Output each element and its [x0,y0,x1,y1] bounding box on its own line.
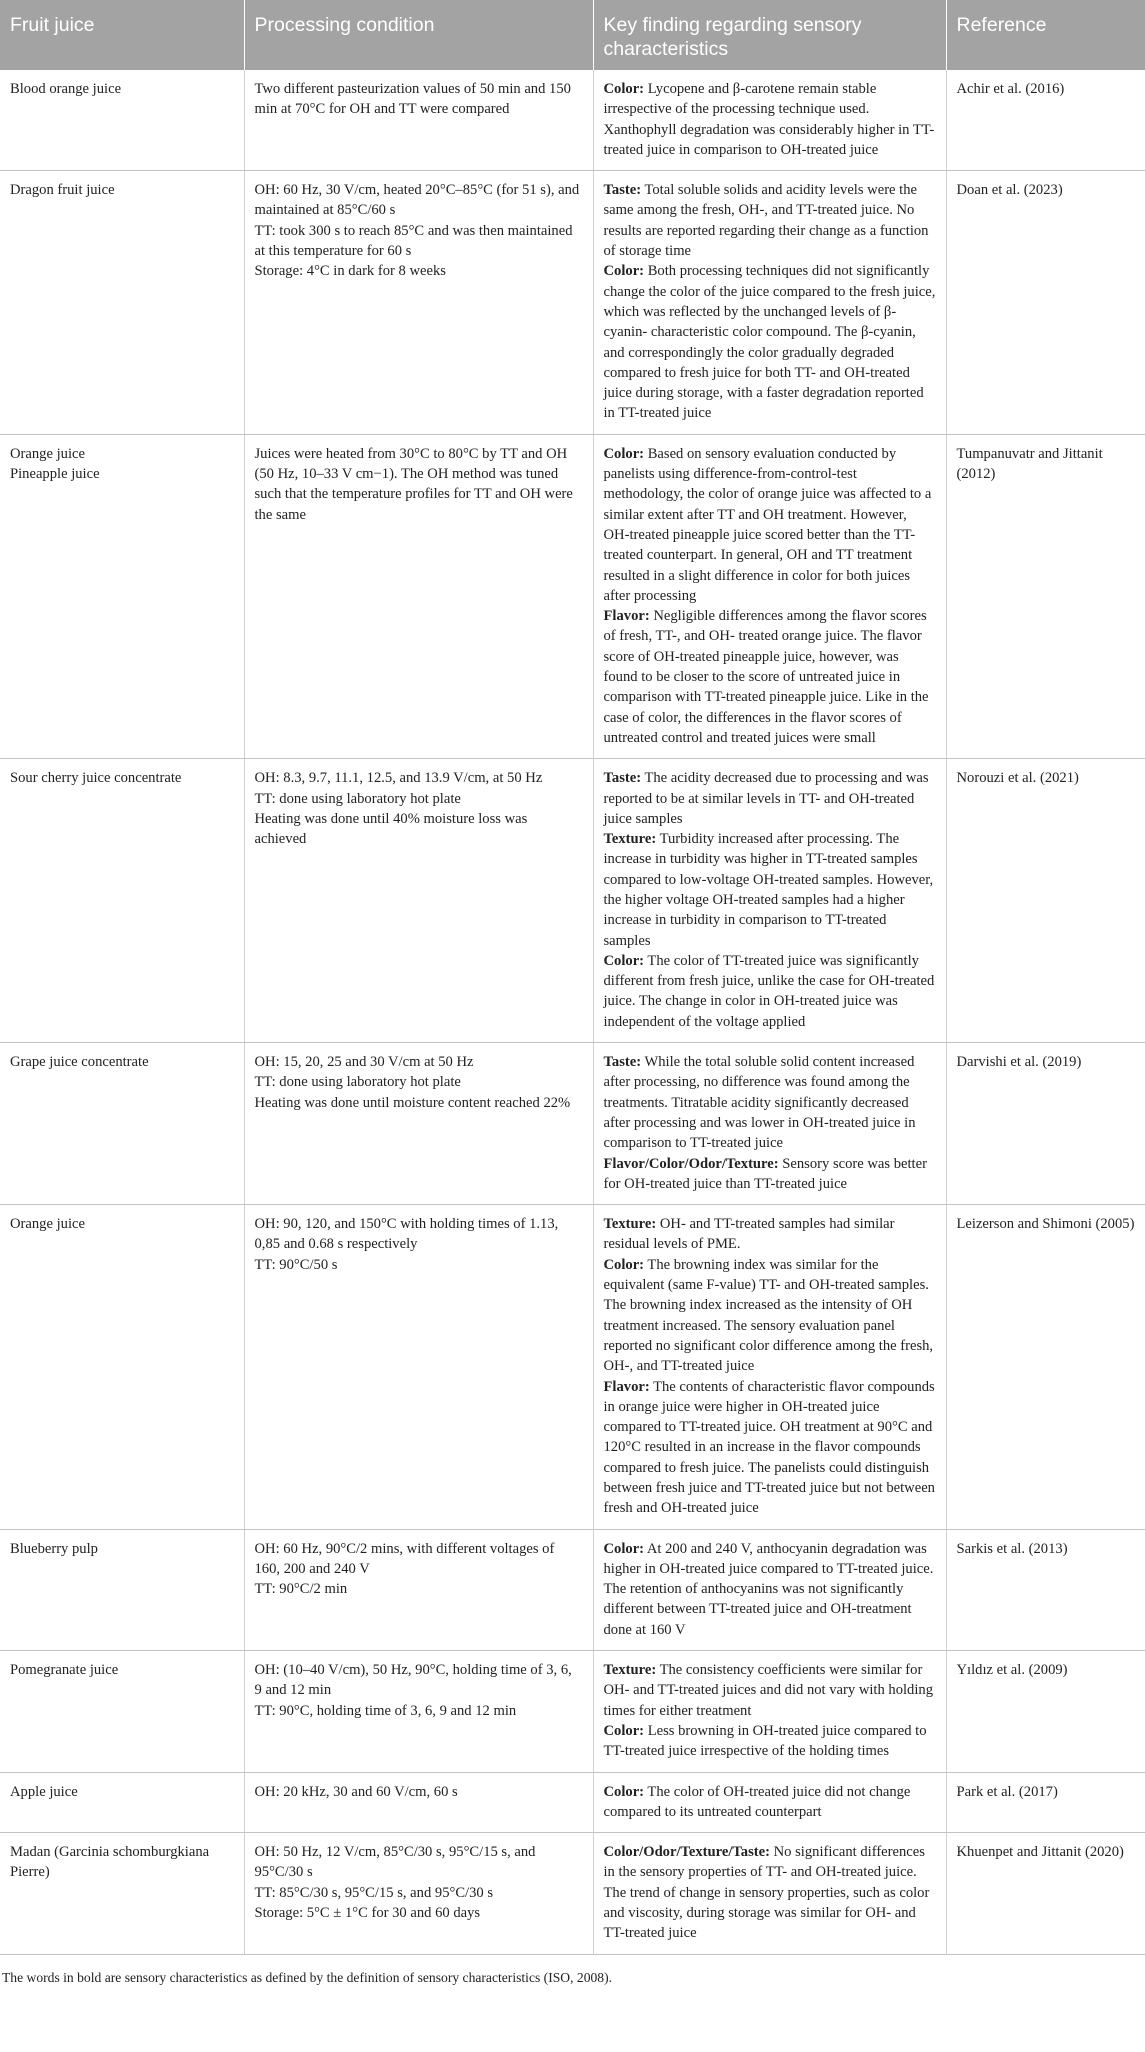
fruit-juice-name: Pineapple juice [10,466,100,483]
key-finding-cell [593,1043,946,1205]
processing-condition-line: OH: 20 kHz, 30 and 60 V/cm, 60 s [254,1783,458,1800]
key-finding-cell [593,1833,946,1954]
finding-text: Both processing techniques did not significantly change the color of the juice compared to the fresh juice, which was reflected by the unchanged levels of β-cyanin- characteristic color compound. The β-cyanin, and correspondingly the color gradually degraded compared to fresh juice for both TT- and OH-treated juice during storage, with a faster degradation reported in TT-treated juice [603,263,936,422]
processing-condition-cell [244,434,593,758]
processing-condition-cell [244,171,593,435]
finding-text: The browning index was similar for the equivalent (same F-value) TT- and OH-treated samples. The browning index increased as the intensity of OH treatment increased. The sensory evaluation panel reported no significant color difference among the fresh, OH-, and TT-treated juice [603,1256,934,1375]
header-key-finding: Key finding regarding sensory characteristics [593,0,946,70]
processing-condition-line: TT: done using laboratory hot plate [254,790,461,807]
sensory-characteristic-label: Color: [603,1783,645,1800]
header-reference: Reference [946,0,1145,70]
reference-cell [946,70,1145,171]
fruit-juice-name: Blueberry pulp [10,1540,98,1557]
finding-text: Total soluble solids and acidity levels were the same among the fresh, OH-, and TT-treated juice. No results are reported regarding their change as a function of storage time [603,182,929,260]
finding-paragraph [604,261,936,423]
finding-text: The color of OH-treated juice did not change compared to its untreated counterpart [603,1783,911,1820]
reference-cell [946,1529,1145,1650]
reference-cell [946,1651,1145,1772]
finding-text: Based on sensory evaluation conducted by panelists using difference-from-control-test methodology, the color of orange juice was affected to a similar extent after TT and OH treatment. However, OH-treated pineapple juice scored better than the TT-treated counterpart. In general, OH and TT treatment resulted in a slight difference in color for both juices after processing [603,445,932,604]
table-row [0,434,1145,758]
fruit-juice-name: Blood orange juice [10,81,122,97]
processing-condition-line: TT: 90°C/50 s [254,1256,338,1273]
fruit-juice-cell [0,1529,244,1650]
reference-text: Tumpanuvatr and Jittanit (2012) [956,445,1103,483]
sensory-characteristic-label: Color: [603,1540,645,1557]
key-finding-cell [593,70,946,171]
sensory-characteristic-label: Color: [603,1722,645,1739]
table-body [0,70,1145,1954]
sensory-characteristic-label: Color: [603,263,645,280]
finding-text: OH- and TT-treated samples had similar residual levels of PME. [603,1216,895,1253]
fruit-juice-name: Sour cherry juice concentrate [10,770,182,787]
processing-condition-line: TT: done using laboratory hot plate [254,1074,461,1091]
fruit-juice-cell [0,70,244,171]
finding-text: Lycopene and β-carotene remain stable irrespective of the processing technique used. Xanthophyll degradation was considerably higher in TT-treated juice in comparison to OH-treated juice [603,81,935,158]
finding-paragraph [604,606,936,748]
header-processing-condition: Processing condition [244,0,593,70]
key-finding-cell [593,759,946,1043]
reference-text: Leizerson and Shimoni (2005) [956,1216,1135,1233]
table-header [0,0,1145,70]
sensory-characteristic-label: Taste: [603,1054,642,1071]
processing-condition-cell [244,1772,593,1833]
processing-condition-line: OH: 50 Hz, 12 V/cm, 85°C/30 s, 95°C/15 s, and 95°C/30 s [254,1844,536,1881]
processing-condition-line: OH: (10–40 V/cm), 50 Hz, 90°C, holding time of 3, 6, 9 and 12 min [254,1662,572,1699]
reference-text: Khuenpet and Jittanit (2020) [956,1844,1124,1861]
finding-paragraph [604,951,936,1032]
sensory-characteristic-label: Texture: [603,831,657,848]
fruit-juice-name: Apple juice [10,1783,78,1800]
table-row [0,1529,1145,1650]
reference-text: Park et al. (2017) [956,1783,1058,1800]
sensory-characteristic-label: Color: [603,81,645,97]
table-row [0,1043,1145,1205]
processing-condition-line: OH: 8.3, 9.7, 11.1, 12.5, and 13.9 V/cm, at 50 Hz [254,770,543,787]
key-finding-cell [593,1772,946,1833]
reference-cell [946,1833,1145,1954]
finding-paragraph [604,1255,936,1377]
sensory-characteristic-label: Color: [603,952,645,969]
finding-paragraph [604,829,936,951]
fruit-juice-cell [0,1043,244,1205]
reference-cell [946,1772,1145,1833]
finding-text: Negligible differences among the flavor scores of fresh, TT-, and OH- treated orange juice. The flavor score of OH-treated pineapple juice, however, was found to be closer to the score of untreated juice in comparison with TT-treated pineapple juice. Like in the case of color, the differences in the flavor scores of untreated control and treated juices were small [603,608,929,746]
finding-text: While the total soluble solid content increased after processing, no difference was found among the treatments. Titratable acidity significantly decreased after processing and was lower in OH-treated juice in comparison to TT-treated juice [603,1054,916,1152]
table-row [0,1772,1145,1833]
processing-condition-line: OH: 60 Hz, 30 V/cm, heated 20°C–85°C (for 51 s), and maintained at 85°C/60 s [254,182,580,219]
processing-condition-line: Two different pasteurization values of 50 min and 150 min at 70°C for OH and TT were compared [254,81,571,118]
finding-text: The acidity decreased due to processing and was reported to be at similar levels in TT- and OH-treated juice samples [603,770,929,827]
processing-condition-cell [244,759,593,1043]
fruit-juice-name: Grape juice concentrate [10,1054,149,1071]
finding-paragraph [604,768,936,829]
fruit-juice-cell [0,1651,244,1772]
table-row [0,759,1145,1043]
processing-condition-cell [244,1833,593,1954]
fruit-juice-cell [0,1833,244,1954]
reference-text: Darvishi et al. (2019) [956,1054,1082,1071]
table-row [0,1205,1145,1529]
finding-text: The color of TT-treated juice was significantly different from fresh juice, unlike the case for OH-treated juice. The change in color in OH-treated juice was independent of the voltage applied [603,952,935,1030]
footnote: The words in bold are sensory characteristics as defined by the definition of sensory characteristics (ISO, 2008). [2,1969,613,1985]
table-row [0,1833,1145,1954]
processing-condition-cell [244,1205,593,1529]
sensory-characteristic-label: Color/Odor/Texture/Taste: [603,1844,770,1861]
finding-paragraph [604,444,936,606]
fruit-juice-cell [0,1205,244,1529]
table-row [0,70,1145,171]
fruit-juice-cell [0,759,244,1043]
processing-condition-line: OH: 90, 120, and 150°C with holding times of 1.13, 0,85 and 0.68 s respectively [254,1216,559,1253]
table-row [0,171,1145,435]
sensory-characteristic-label: Color: [603,445,645,462]
key-finding-cell [593,171,946,435]
processing-condition-line: OH: 15, 20, 25 and 30 V/cm at 50 Hz [254,1054,474,1071]
sensory-characteristic-label: Taste: [603,770,642,787]
finding-paragraph [604,79,936,160]
finding-text: The contents of characteristic flavor compounds in orange juice were higher in OH-treated juice compared to TT-treated juice. OH treatment at 90°C and 120°C resulted in an increase in the flavor compounds compared to fresh juice. The panelists could distinguish between fresh juice and TT-treated juice but not between fresh and OH-treated juice [603,1378,935,1517]
finding-paragraph [604,1214,936,1255]
processing-condition-line: TT: 85°C/30 s, 95°C/15 s, and 95°C/30 s [254,1884,494,1901]
reference-cell [946,1043,1145,1205]
finding-text: Less browning in OH-treated juice compared to TT-treated juice irrespective of the holding times [603,1722,927,1760]
sensory-characteristic-label: Texture: [603,1216,657,1233]
finding-paragraph [604,1052,936,1153]
finding-paragraph [604,1154,936,1195]
fruit-juice-cell [0,434,244,758]
finding-text: The consistency coefficients were similar for OH- and TT-treated juices and did not vary with holding times for either treatment [603,1662,934,1719]
sensory-characteristic-label: Taste: [603,182,642,199]
reference-cell [946,1205,1145,1529]
finding-paragraph [604,1782,936,1823]
reference-cell [946,434,1145,758]
key-finding-cell [593,1651,946,1772]
reference-text: Yıldız et al. (2009) [956,1662,1068,1679]
processing-condition-line: Juices were heated from 30°C to 80°C by TT and OH (50 Hz, 10–33 V cm−1). The OH method was tuned such that the temperature profiles for TT and OH were the same [254,445,573,523]
reference-cell [946,171,1145,435]
fruit-juice-name: Madan (Garcinia schomburgkiana Pierre) [10,1844,210,1881]
reference-cell [946,759,1145,1043]
processing-condition-line: OH: 60 Hz, 90°C/2 mins, with different voltages of 160, 200 and 240 V [254,1540,555,1577]
finding-paragraph [604,1377,936,1519]
finding-text: No significant differences in the sensory properties of TT- and OH-treated juice. The trend of change in sensory properties, such as color and viscosity, during storage was similar for OH- and TT-treated juice [603,1844,930,1942]
reference-text: Achir et al. (2016) [956,81,1065,97]
processing-condition-cell [244,70,593,171]
table-row [0,1651,1145,1772]
fruit-juice-name: Orange juice [10,445,85,462]
sensory-characteristic-label: Flavor: [603,608,650,625]
processing-condition-cell [244,1529,593,1650]
processing-condition-line: Heating was done until moisture content reached 22% [254,1094,571,1111]
reference-text: Norouzi et al. (2021) [956,770,1079,787]
header-fruit-juice: Fruit juice [0,0,244,70]
fruit-juice-cell [0,1772,244,1833]
header-row [0,0,1145,70]
sensory-characteristic-label: Color: [603,1256,645,1273]
reference-text: Sarkis et al. (2013) [956,1540,1068,1557]
key-finding-cell [593,1529,946,1650]
processing-condition-cell [244,1043,593,1205]
processing-condition-line: TT: 90°C/2 min [254,1581,348,1598]
processing-condition-line: Storage: 5°C ± 1°C for 30 and 60 days [254,1905,481,1922]
finding-paragraph [604,1539,936,1640]
processing-condition-line: TT: took 300 s to reach 85°C and was then maintained at this temperature for 60 s [254,222,573,260]
sensory-characteristic-label: Flavor: [603,1378,650,1395]
sensory-characteristic-label: Texture: [603,1662,657,1679]
finding-paragraph [604,1842,936,1943]
processing-condition-line: Storage: 4°C in dark for 8 weeks [254,263,446,280]
processing-condition-cell [244,1651,593,1772]
finding-paragraph [604,1660,936,1721]
fruit-juice-cell [0,171,244,435]
finding-text: Sensory score was better for OH-treated juice than TT-treated juice [603,1155,927,1192]
finding-text: Turbidity increased after processing. The increase in turbidity was higher in TT-treated samples compared to low-voltage OH-treated samples. However, the higher voltage OH-treated samples had a higher increase in turbidity in comparison to TT-treated samples [603,831,934,949]
reference-text: Doan et al. (2023) [956,182,1063,199]
fruit-juice-name: Pomegranate juice [10,1662,119,1679]
key-finding-cell [593,434,946,758]
finding-text: At 200 and 240 V, anthocyanin degradation was higher in OH-treated juice compared to TT-treated juice. The retention of anthocyanins was not significantly different between TT-treated juice and OH-treatment done at 160 V [603,1540,934,1638]
sensory-characteristic-label: Flavor/Color/Odor/Texture: [603,1155,779,1172]
key-finding-cell [593,1205,946,1529]
processing-condition-line: Heating was done until 40% moisture loss was achieved [254,810,528,848]
fruit-juice-name: Dragon fruit juice [10,182,115,199]
fruit-juice-name: Orange juice [10,1216,85,1233]
processing-condition-line: TT: 90°C, holding time of 3, 6, 9 and 12 min [254,1702,517,1719]
finding-paragraph [604,180,936,261]
finding-paragraph [604,1721,936,1762]
